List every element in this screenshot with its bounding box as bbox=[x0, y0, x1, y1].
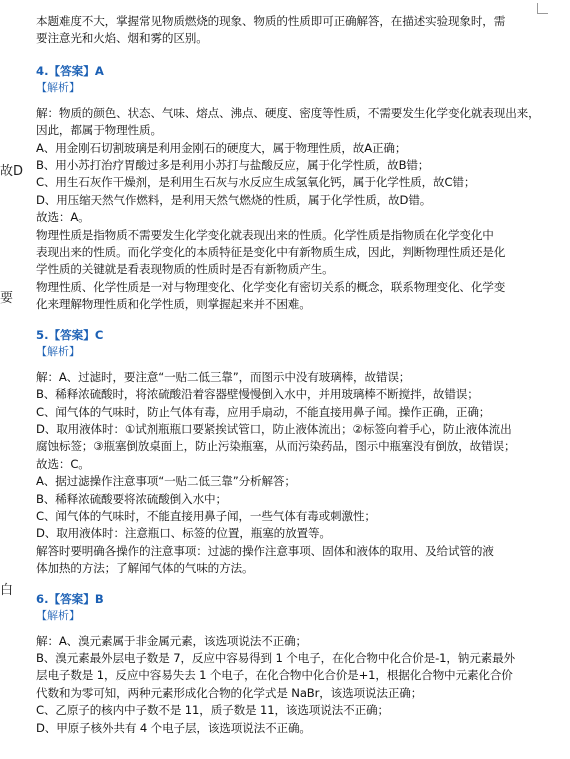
margin-text-2: 要 bbox=[0, 291, 14, 306]
document-body bbox=[36, 0, 556, 737]
q5-line: D、取用液体时：①试剂瓶瓶口要紧挨试管口，防止液体流出；②标签向着手心，防止液体流出 bbox=[36, 421, 512, 436]
q4-line: D、用压缩天然气作燃料，是利用天然气燃烧的性质，属于化学性质，故D错。 bbox=[36, 192, 432, 207]
q4-answer: 4.【答案】A bbox=[36, 63, 104, 78]
q4-line: 故选：A。 bbox=[36, 210, 90, 225]
intro-line: 要注意光和火焰、烟和雾的区别。 bbox=[36, 31, 208, 46]
q4-line: 化来理解物理性质和化学性质，则掌握起来并不困难。 bbox=[36, 297, 311, 312]
q6-line: 解：A、溴元素属于非金属元素，该选项说法不正确； bbox=[36, 633, 307, 648]
q4-line: A、用金刚石切割玻璃是利用金刚石的硬度大，属于物理性质，故A正确； bbox=[36, 140, 407, 155]
q5-line: 体加热的方法；了解闻气体的气味的方法。 bbox=[36, 561, 254, 576]
q4-line: 表现出来的性质。而化学变化的本质特征是变化中有新物质生成，因此，判断物理性质还是化 bbox=[36, 245, 506, 260]
q6-line: D、甲原子核外共有 4 个电子层，该选项说法不正确。 bbox=[36, 720, 311, 735]
q4-line: 物理性质是指物质不需要发生化学变化就表现出来的性质。化学性质是指物质在化学变化中 bbox=[36, 227, 494, 242]
q5-line: B、稀释浓硫酸时，将浓硫酸沿着容器壁慢慢倒入水中，并用玻璃棒不断搅拌，故错误； bbox=[36, 387, 479, 402]
q4-line: 学性质的关键就是看表现物质的性质时是否有新物质产生。 bbox=[36, 262, 334, 277]
q5-line: 故选：C。 bbox=[36, 456, 90, 471]
q4-line: 物理性质、化学性质是一对与物理变化、化学变化有密切关系的概念，联系物理变化、化学变 bbox=[36, 279, 506, 294]
q5-line: C、闻气体的气味时，不能直接用鼻子闻，一些气体有毒或刺激性； bbox=[36, 508, 376, 523]
q6-analysis-label: 【解析】 bbox=[36, 608, 80, 622]
margin-text-3: 白 bbox=[0, 583, 14, 598]
q6-line: 代数和为零可知，两种元素形成化合物的化学式是 NaBr，该选项说法正确； bbox=[36, 685, 423, 700]
q6-line: B、溴元素最外层电子数是 7，反应中容易得到 1 个电子，在化合物中化合价是-1，钠元素最外 bbox=[36, 650, 515, 665]
q5-line: 解答时要明确各操作的注意事项：过滤的操作注意事项、固体和液体的取用、及给试管的液 bbox=[36, 543, 494, 558]
q4-explanation bbox=[36, 105, 556, 314]
q4-line: C、用生石灰作干燥剂，是利用生石灰与水反应生成氢氧化钙，属于化学性质，故C错； bbox=[36, 175, 476, 190]
q5-line: B、稀释浓硫酸要将浓硫酸倒入水中； bbox=[36, 491, 227, 506]
q4-line: B、用小苏打治疗胃酸过多是利用小苏打与盐酸反应，属于化学性质，故B错； bbox=[36, 158, 430, 173]
intro-line: 本题难度不大，掌握常见物质燃烧的现象、物质的性质即可正确解答，在描述实验现象时，需 bbox=[36, 14, 506, 28]
q5-analysis-label: 【解析】 bbox=[36, 344, 80, 358]
q6-explanation bbox=[36, 633, 556, 737]
q4-analysis-label: 【解析】 bbox=[36, 80, 80, 94]
q5-line: 腐蚀标签；③瓶塞倒放桌面上，防止污染瓶塞，从而污染药品，图示中瓶塞没有倒放，故错误； bbox=[36, 439, 516, 454]
q6-line: 层电子数是 1，反应中容易失去 1 个电子，在化合物中化合价是+1，根据化合物中元素化合价 bbox=[36, 668, 513, 683]
q5-line: 解：A、过滤时，要注意“一贴二低三靠”，而图示中没有玻璃棒，故错误； bbox=[36, 369, 411, 384]
q5-answer: 5.【答案】C bbox=[36, 327, 104, 342]
margin-text-1: 故D bbox=[0, 164, 24, 179]
q4-line: 因此，都属于物理性质。 bbox=[36, 123, 162, 138]
q5-line: A、据过滤操作注意事项“一贴二低三靠”分析解答； bbox=[36, 474, 296, 489]
q5-line: D、取用液体时：注意瓶口、标签的位置，瓶塞的放置等。 bbox=[36, 526, 331, 541]
q5-explanation bbox=[36, 369, 556, 578]
q6-line: C、乙原子的核内中子数不是 11，质子数是 11，该选项说法不正确； bbox=[36, 703, 389, 718]
q5-line: C、闻气体的气味时，防止气体有毒，应用手扇动，不能直接用鼻子闻。操作正确，正确； bbox=[36, 404, 491, 419]
q4-line: 解：物质的颜色、状态、气味、熔点、沸点、硬度、密度等性质，不需要发生化学变化就表现出来， bbox=[36, 105, 540, 120]
q6-answer: 6.【答案】B bbox=[36, 591, 104, 606]
